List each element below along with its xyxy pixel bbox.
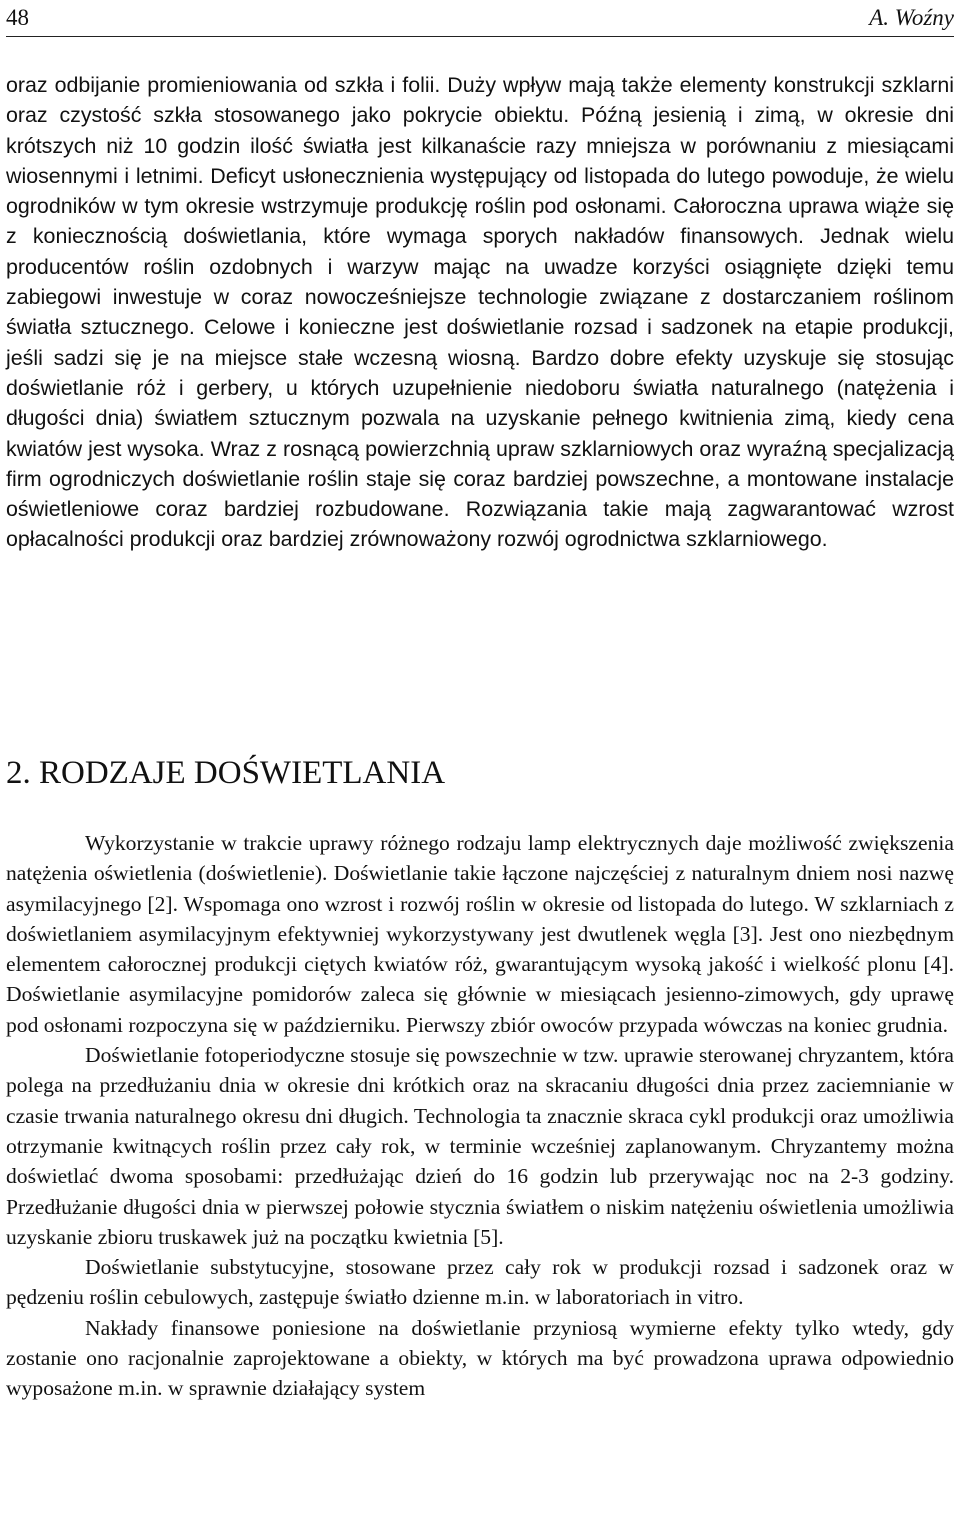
section-heading: 2. RODZAJE DOŚWIETLANIA [6, 755, 446, 791]
section-body [6, 828, 954, 1404]
running-header [6, 0, 954, 37]
paragraph-costs: Nakłady finansowe poniesione na doświetlanie przyniosą wymierne efekty tylko wtedy, gdy zostanie ono racjonalnie zaprojektowane a obiekty, w których ma być prowadzona uprawa odpowiednio wyposażone m.in. w sprawnie działający system [6, 1315, 954, 1401]
paragraph-substitutive: Doświetlanie substytucyjne, stosowane przez cały rok w produkcji rozsad i sadzonek oraz w pędzeniu roślin cebulowych, zastępuje światło dzienne m.in. w laboratoriach in vitro. [6, 1255, 954, 1310]
paragraph-photoperiodic: Doświetlanie fotoperiodyczne stosuje się powszechnie w tzw. uprawie sterowanej chryzantem, która polega na przedłużaniu dnia w okresie dni krótkich oraz na skracaniu długości dnia przez zaciemnianie w czasie trwania naturalnego okresu dni długich. Technologia ta znacznie skraca cykl produkcji oraz umożliwia otrzymanie kwitnących roślin przez cały rok, w terminie wcześniej zaplanowanym. Chryzantemy można doświetlać dwoma sposobami: przedłużając dzień do 16 godzin lub przerywając noc na 2-3 godziny. Przedłużanie długości dnia w pierwszej połowie stycznia światłem o niskim natężeniu oświetlenia umożliwia uzyskanie zbioru truskawek już na początku kwietnia [5]. [6, 1043, 954, 1249]
paragraph-lamps: Wykorzystanie w trakcie uprawy różnego rodzaju lamp elektrycznych daje możliwość zwiększenia natężenia oświetlenia (doświetlenie). Doświetlanie takie łączone najczęściej z naturalnym dniem nosi nazwę asymilacyjnego [2]. Wspomaga ono wzrost i rozwój roślin w okresie od listopada do lutego. W szklarniach z doświetlaniem asymilacyjnym efektywniej wykorzystywany jest dwutlenek węgla [3]. Jest ono niezbędnym elementem całorocznej produkcji ciętych kwiatów róż, gwarantującym wysoką jakość i wielkość plonu [4]. Doświetlanie asymilacyjne pomidorów zaleca się głównie w miesiącach jesienno-zimowych, gdy uprawę pod osłonami rozpoczyna się w październiku. Pierwszy zbiór owoców przypada wówczas na koniec grudnia. [6, 831, 954, 1037]
page-number: 48 [6, 5, 29, 30]
intro-paragraph: oraz odbijanie promieniowania od szkła i folii. Duży wpływ mają także elementy konstrukcji szklarni oraz czystość szkła stosowanego jako pokrycie obiektu. Późną jesienią i zimą, w okresie dni krótszych niż 10 godzin ilość światła jest kilkanaście razy mniejsza w porównaniu z miesiącami wiosennymi i letnimi. Deficyt usłonecznienia występujący od listopada do lutego powoduje, że wielu ogrodników w tym okresie wstrzymuje produkcję roślin pod osłonami. Całoroczna uprawa wiąże się z koniecznością doświetlania, które wymaga sporych nakładów finansowych. Jednak wielu producentów roślin ozdobnych i warzyw mając na uwadze korzyści osiągnięte dzięki temu zabiegowi inwestuje w coraz nowocześniejsze technologie związane z dostarczaniem roślinom światła sztucznego. Celowe i konieczne jest doświetlanie rozsad i sadzonek na etapie produkcji, jeśli sadzi się je na miejsce stałe wczesną wiosną. Bardzo dobre efekty uzyskuje się stosując doświetlanie róż i gerbery, u których uzupełnienie niedoboru światła naturalnego (natężenia i długości dnia) światłem sztucznym pozwala na uzyskanie pełnego kwitnienia zimą, kiedy cena kwiatów jest wysoka. Wraz z rosnącą powierzchnią upraw szklarniowych oraz wyraźną specjalizacją firm ogrodniczych doświetlanie roślin staje się coraz bardziej powszechne, a montowane instalacje oświetleniowe coraz bardziej rozbudowane. Rozwiązania takie mają zagwarantować wzrost opłacalności produkcji oraz bardziej zrównoważony rozwój ogrodnictwa szklarniowego. [6, 73, 954, 552]
running-author: A. Woźny [869, 5, 954, 30]
